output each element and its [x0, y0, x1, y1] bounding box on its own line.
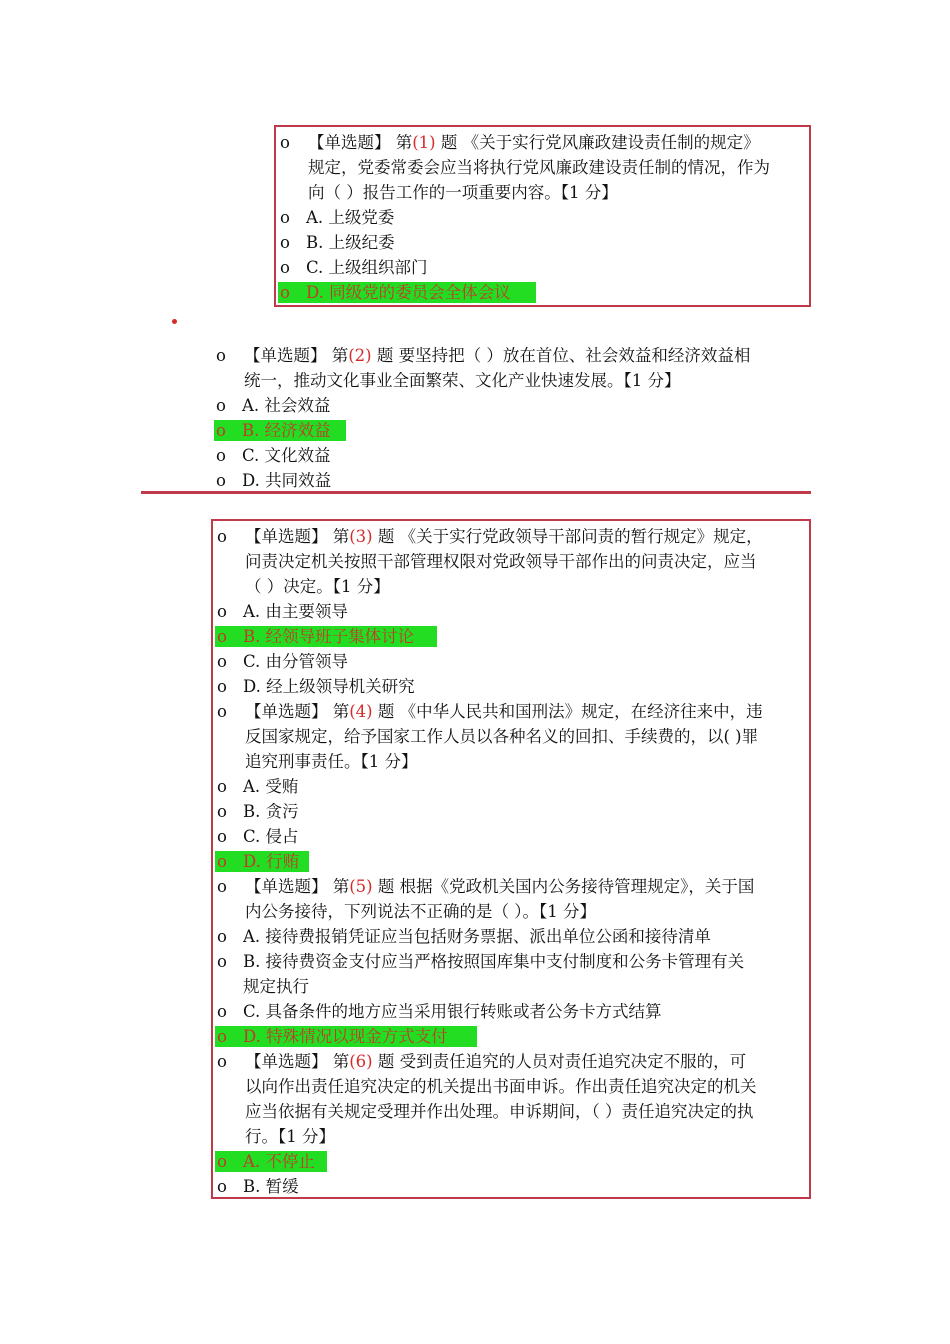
question-type-label: 【单选题】: [245, 527, 328, 546]
option-d[interactable]: [213, 674, 809, 699]
question-text: 问责决定机关按照干部管理权限对党政领导干部作出的问责决定，应当: [245, 552, 757, 571]
option-a[interactable]: [213, 924, 809, 949]
option-c[interactable]: [213, 649, 809, 674]
option-b-correct[interactable]: [213, 624, 809, 649]
question-type-label: 【单选题】: [308, 133, 391, 152]
list-bullet: o: [280, 283, 290, 302]
question-stem-5: [213, 874, 809, 924]
option-text: A. 上级党委: [306, 208, 395, 227]
question-type-label: 【单选题】: [245, 1052, 328, 1071]
question-text: 规定，党委常委会应当将执行党风廉政建设责任制的情况，作为: [308, 158, 770, 177]
list-bullet: o: [217, 677, 227, 696]
option-d[interactable]: [212, 468, 810, 493]
option-text: B. 贪污: [243, 802, 299, 821]
list-bullet: o: [217, 802, 227, 821]
question-card-1: [274, 125, 811, 307]
option-text: A. 由主要领导: [243, 602, 348, 621]
list-bullet: o: [216, 446, 226, 465]
option-b[interactable]: [213, 1174, 809, 1199]
list-bullet: o: [280, 208, 290, 227]
question-text: 应当依据有关规定受理并作出处理。申诉期间，（ ）责任追究决定的执: [245, 1102, 754, 1121]
option-text: C. 侵占: [243, 827, 299, 846]
option-a[interactable]: [276, 205, 809, 230]
question-stem-6: [213, 1049, 809, 1149]
list-bullet: o: [217, 952, 227, 971]
question-text: 行。【1 分】: [245, 1127, 335, 1146]
option-b[interactable]: [213, 799, 809, 824]
option-text: D. 共同效益: [242, 471, 332, 490]
option-text: A. 接待费报销凭证应当包括财务票据、派出单位公函和接待清单: [243, 927, 711, 946]
list-bullet: o: [217, 1002, 227, 1021]
option-a[interactable]: [212, 393, 810, 418]
list-bullet: o: [217, 1152, 227, 1171]
list-bullet: o: [217, 877, 227, 896]
question-text: 向（ ）报告工作的一项重要内容。【1 分】: [308, 183, 618, 202]
question-text: 内公务接待，下列说法不正确的是（ ）。【1 分】: [245, 902, 596, 921]
option-d-correct[interactable]: [213, 849, 809, 874]
list-bullet: o: [217, 1027, 227, 1046]
option-text: A. 不停止: [243, 1152, 315, 1171]
list-bullet: o: [217, 1052, 227, 1071]
option-text: C. 上级组织部门: [306, 258, 428, 277]
option-text: D. 同级党的委员会全体会议: [306, 283, 511, 302]
list-bullet: o: [280, 258, 290, 277]
question-card-2: [212, 343, 810, 493]
option-b[interactable]: [213, 949, 809, 999]
question-suffix: 题: [377, 877, 395, 896]
option-text: C. 具备条件的地方应当采用银行转账或者公务卡方式结算: [243, 1002, 662, 1021]
option-c[interactable]: [213, 824, 809, 849]
question-text: 受到责任追究的人员对责任追究决定不服的，可: [399, 1052, 747, 1071]
question-suffix: 题: [376, 346, 394, 365]
list-bullet: o: [216, 346, 226, 365]
question-prefix: 第: [331, 346, 349, 365]
question-type-label: 【单选题】: [244, 346, 327, 365]
list-bullet: o: [217, 627, 227, 646]
option-c[interactable]: [212, 443, 810, 468]
option-b-correct[interactable]: [212, 418, 810, 443]
question-stem: [212, 343, 810, 393]
question-card-group: [211, 519, 811, 1199]
question-text: 要坚持把（ ）放在首位、社会效益和经济效益相: [398, 346, 751, 365]
question-suffix: 题: [377, 702, 395, 721]
question-number: (4): [349, 702, 373, 721]
question-number: (2): [348, 346, 372, 365]
option-text: C. 文化效益: [242, 446, 331, 465]
question-text: （ ）决定。【1 分】: [245, 577, 390, 596]
question-prefix: 第: [332, 702, 350, 721]
question-prefix: 第: [395, 133, 413, 152]
question-stem-4: [213, 699, 809, 774]
option-text: C. 由分管领导: [243, 652, 349, 671]
list-bullet: o: [217, 702, 227, 721]
question-suffix: 题: [440, 133, 458, 152]
option-text: A. 受贿: [243, 777, 299, 796]
option-text: B. 暂缓: [243, 1177, 299, 1196]
question-number: (3): [349, 527, 373, 546]
option-c[interactable]: [276, 255, 809, 280]
list-bullet: o: [216, 471, 226, 490]
question-text: 统一，推动文化事业全面繁荣、文化产业快速发展。【1 分】: [244, 371, 681, 390]
question-suffix: 题: [377, 527, 395, 546]
option-text-line: 规定执行: [243, 977, 309, 996]
option-a[interactable]: [213, 599, 809, 624]
question-number: (5): [349, 877, 373, 896]
list-bullet: o: [216, 421, 226, 440]
option-d-correct[interactable]: [213, 1024, 809, 1049]
bullet-dot: [172, 319, 177, 324]
option-a[interactable]: [213, 774, 809, 799]
question-text: 反国家规定，给予国家工作人员以各种名义的回扣、手续费的，以( )罪: [245, 727, 759, 746]
question-text: 《中华人民共和国刑法》规定，在经济往来中，违: [399, 702, 763, 721]
list-bullet: o: [217, 527, 227, 546]
question-number: (6): [349, 1052, 373, 1071]
question-number: (1): [412, 133, 436, 152]
list-bullet: o: [217, 602, 227, 621]
option-text: B. 上级纪委: [306, 233, 395, 252]
list-bullet: o: [217, 852, 227, 871]
question-text: 以向作出责任追究决定的机关提出书面申诉。作出责任追究决定的机关: [245, 1077, 757, 1096]
option-text: [243, 949, 744, 999]
list-bullet: o: [280, 233, 290, 252]
option-a-correct[interactable]: [213, 1149, 809, 1174]
option-text: D. 行贿: [243, 852, 300, 871]
option-text: B. 经领导班子集体讨论: [243, 627, 415, 646]
question-prefix: 第: [332, 877, 350, 896]
option-text: D. 经上级领导机关研究: [243, 677, 415, 696]
list-bullet: o: [217, 1177, 227, 1196]
list-bullet: o: [217, 927, 227, 946]
question-type-label: 【单选题】: [245, 877, 328, 896]
option-text-line: B. 接待费资金支付应当严格按照国库集中支付制度和公务卡管理有关: [243, 952, 745, 971]
question-text: 《关于实行党政领导干部问责的暂行规定》规定，: [399, 527, 763, 546]
question-suffix: 题: [377, 1052, 395, 1071]
question-text: 追究刑事责任。【1 分】: [245, 752, 418, 771]
list-bullet: o: [217, 827, 227, 846]
question-prefix: 第: [332, 527, 350, 546]
list-bullet: o: [217, 777, 227, 796]
question-text: 根据《党政机关国内公务接待管理规定》，关于国: [399, 877, 755, 896]
option-c[interactable]: [213, 999, 809, 1024]
question-stem-3: [213, 524, 809, 599]
question-type-label: 【单选题】: [245, 702, 328, 721]
question-stem: [276, 130, 809, 205]
list-bullet: o: [280, 133, 290, 152]
question-text: 《关于实行党风廉政建设责任制的规定》: [462, 133, 760, 152]
option-text: D. 特殊情况以现金方式支付: [243, 1027, 448, 1046]
option-d-correct[interactable]: [276, 280, 809, 305]
option-text: B. 经济效益: [242, 421, 331, 440]
list-bullet: o: [216, 396, 226, 415]
list-bullet: o: [217, 652, 227, 671]
option-b[interactable]: [276, 230, 809, 255]
option-text: A. 社会效益: [242, 396, 331, 415]
question-prefix: 第: [332, 1052, 350, 1071]
